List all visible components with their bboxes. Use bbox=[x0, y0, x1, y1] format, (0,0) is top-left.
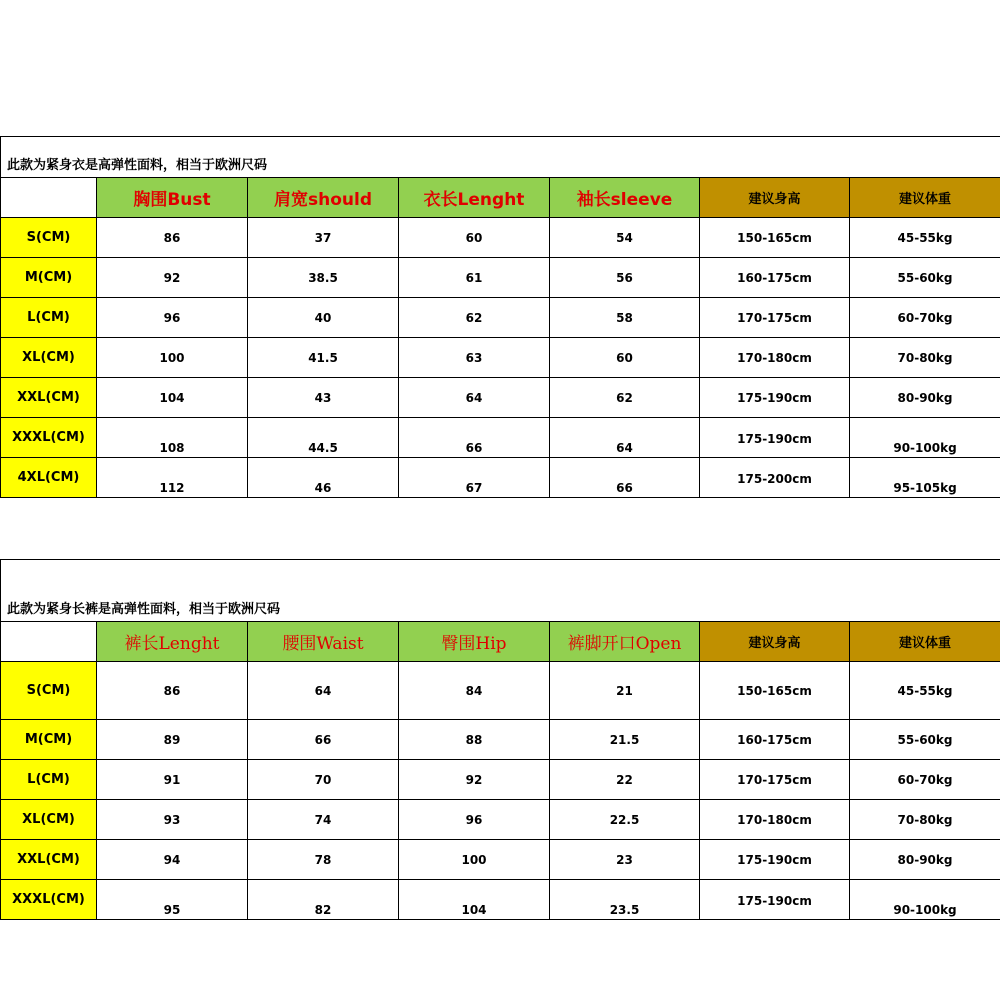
value-cell: 64 bbox=[248, 662, 399, 720]
value-cell: 95-105kg bbox=[850, 458, 1000, 498]
value-cell: 63 bbox=[399, 338, 550, 378]
value-cell: 104 bbox=[399, 880, 550, 920]
table-row bbox=[1, 800, 1000, 840]
value-cell: 112 bbox=[97, 458, 248, 498]
value-cell: 64 bbox=[550, 418, 700, 458]
header-weight: 建议体重 bbox=[850, 622, 1000, 662]
table-row bbox=[1, 720, 1000, 760]
table-row bbox=[1, 338, 1000, 378]
value-cell: 90-100kg bbox=[850, 880, 1000, 920]
value-cell: 100 bbox=[399, 840, 550, 880]
header-height: 建议身高 bbox=[700, 178, 850, 218]
value-cell: 66 bbox=[399, 418, 550, 458]
value-cell: 170-175cm bbox=[700, 760, 850, 800]
value-cell: 80-90kg bbox=[850, 378, 1000, 418]
header-bust: 胸围Bust bbox=[97, 178, 248, 218]
value-cell: 67 bbox=[399, 458, 550, 498]
value-cell: 104 bbox=[97, 378, 248, 418]
value-cell: 23.5 bbox=[550, 880, 700, 920]
table-row bbox=[1, 298, 1000, 338]
value-cell: 23 bbox=[550, 840, 700, 880]
header-hem-opening: 裤脚开口Open bbox=[550, 622, 700, 662]
value-cell: 82 bbox=[248, 880, 399, 920]
value-cell: 22 bbox=[550, 760, 700, 800]
value-cell: 62 bbox=[399, 298, 550, 338]
value-cell: 38.5 bbox=[248, 258, 399, 298]
value-cell: 175-200cm bbox=[700, 458, 850, 498]
value-cell: 55-60kg bbox=[850, 720, 1000, 760]
empty-corner-cell bbox=[1, 622, 97, 662]
value-cell: 74 bbox=[248, 800, 399, 840]
value-cell: 93 bbox=[97, 800, 248, 840]
value-cell: 22.5 bbox=[550, 800, 700, 840]
value-cell: 70-80kg bbox=[850, 800, 1000, 840]
size-label: M(CM) bbox=[1, 720, 97, 760]
value-cell: 88 bbox=[399, 720, 550, 760]
size-label: S(CM) bbox=[1, 662, 97, 720]
value-cell: 175-190cm bbox=[700, 880, 850, 920]
value-cell: 160-175cm bbox=[700, 258, 850, 298]
value-cell: 58 bbox=[550, 298, 700, 338]
value-cell: 56 bbox=[550, 258, 700, 298]
header-hip: 臀围Hip bbox=[399, 622, 550, 662]
value-cell: 80-90kg bbox=[850, 840, 1000, 880]
table-row bbox=[1, 418, 1000, 458]
size-label: L(CM) bbox=[1, 760, 97, 800]
size-label: XL(CM) bbox=[1, 800, 97, 840]
header-length: 衣长Lenght bbox=[399, 178, 550, 218]
size-label: XL(CM) bbox=[1, 338, 97, 378]
table-title: 此款为紧身长裤是高弹性面料，相当于欧洲尺码 bbox=[1, 560, 1000, 622]
value-cell: 40 bbox=[248, 298, 399, 338]
value-cell: 45-55kg bbox=[850, 218, 1000, 258]
value-cell: 45-55kg bbox=[850, 662, 1000, 720]
size-label: 4XL(CM) bbox=[1, 458, 97, 498]
value-cell: 66 bbox=[550, 458, 700, 498]
value-cell: 64 bbox=[399, 378, 550, 418]
value-cell: 60 bbox=[550, 338, 700, 378]
value-cell: 96 bbox=[399, 800, 550, 840]
header-sleeve: 袖长sleeve bbox=[550, 178, 700, 218]
header-height: 建议身高 bbox=[700, 622, 850, 662]
value-cell: 61 bbox=[399, 258, 550, 298]
table-row bbox=[1, 662, 1000, 720]
value-cell: 90-100kg bbox=[850, 418, 1000, 458]
table-row bbox=[1, 258, 1000, 298]
value-cell: 41.5 bbox=[248, 338, 399, 378]
pants-size-table bbox=[0, 559, 1000, 920]
value-cell: 21 bbox=[550, 662, 700, 720]
size-label: XXL(CM) bbox=[1, 378, 97, 418]
value-cell: 170-180cm bbox=[700, 338, 850, 378]
value-cell: 60 bbox=[399, 218, 550, 258]
value-cell: 86 bbox=[97, 662, 248, 720]
value-cell: 54 bbox=[550, 218, 700, 258]
value-cell: 89 bbox=[97, 720, 248, 760]
value-cell: 170-180cm bbox=[700, 800, 850, 840]
table-row bbox=[1, 458, 1000, 498]
value-cell: 160-175cm bbox=[700, 720, 850, 760]
value-cell: 175-190cm bbox=[700, 378, 850, 418]
header-weight: 建议体重 bbox=[850, 178, 1000, 218]
header-row bbox=[1, 622, 1000, 662]
value-cell: 95 bbox=[97, 880, 248, 920]
table-row bbox=[1, 760, 1000, 800]
value-cell: 62 bbox=[550, 378, 700, 418]
value-cell: 175-190cm bbox=[700, 418, 850, 458]
header-waist: 腰围Waist bbox=[248, 622, 399, 662]
value-cell: 21.5 bbox=[550, 720, 700, 760]
top-size-table bbox=[0, 136, 1000, 498]
value-cell: 92 bbox=[399, 760, 550, 800]
value-cell: 170-175cm bbox=[700, 298, 850, 338]
value-cell: 96 bbox=[97, 298, 248, 338]
value-cell: 175-190cm bbox=[700, 840, 850, 880]
value-cell: 91 bbox=[97, 760, 248, 800]
table-row bbox=[1, 218, 1000, 258]
table-title: 此款为紧身衣是高弹性面料，相当于欧洲尺码 bbox=[1, 137, 1000, 178]
table-row bbox=[1, 840, 1000, 880]
size-label: XXXL(CM) bbox=[1, 418, 97, 458]
size-label: L(CM) bbox=[1, 298, 97, 338]
value-cell: 150-165cm bbox=[700, 662, 850, 720]
value-cell: 86 bbox=[97, 218, 248, 258]
value-cell: 55-60kg bbox=[850, 258, 1000, 298]
empty-corner-cell bbox=[1, 178, 97, 218]
value-cell: 92 bbox=[97, 258, 248, 298]
header-length: 裤长Lenght bbox=[97, 622, 248, 662]
value-cell: 43 bbox=[248, 378, 399, 418]
value-cell: 100 bbox=[97, 338, 248, 378]
value-cell: 66 bbox=[248, 720, 399, 760]
size-label: XXL(CM) bbox=[1, 840, 97, 880]
header-shoulder: 肩宽should bbox=[248, 178, 399, 218]
value-cell: 70-80kg bbox=[850, 338, 1000, 378]
value-cell: 70 bbox=[248, 760, 399, 800]
size-label: M(CM) bbox=[1, 258, 97, 298]
value-cell: 60-70kg bbox=[850, 760, 1000, 800]
value-cell: 150-165cm bbox=[700, 218, 850, 258]
value-cell: 60-70kg bbox=[850, 298, 1000, 338]
size-label: S(CM) bbox=[1, 218, 97, 258]
table-row bbox=[1, 880, 1000, 920]
header-row bbox=[1, 178, 1000, 218]
table-row bbox=[1, 378, 1000, 418]
value-cell: 84 bbox=[399, 662, 550, 720]
value-cell: 108 bbox=[97, 418, 248, 458]
value-cell: 46 bbox=[248, 458, 399, 498]
size-label: XXXL(CM) bbox=[1, 880, 97, 920]
value-cell: 94 bbox=[97, 840, 248, 880]
value-cell: 44.5 bbox=[248, 418, 399, 458]
value-cell: 78 bbox=[248, 840, 399, 880]
value-cell: 37 bbox=[248, 218, 399, 258]
